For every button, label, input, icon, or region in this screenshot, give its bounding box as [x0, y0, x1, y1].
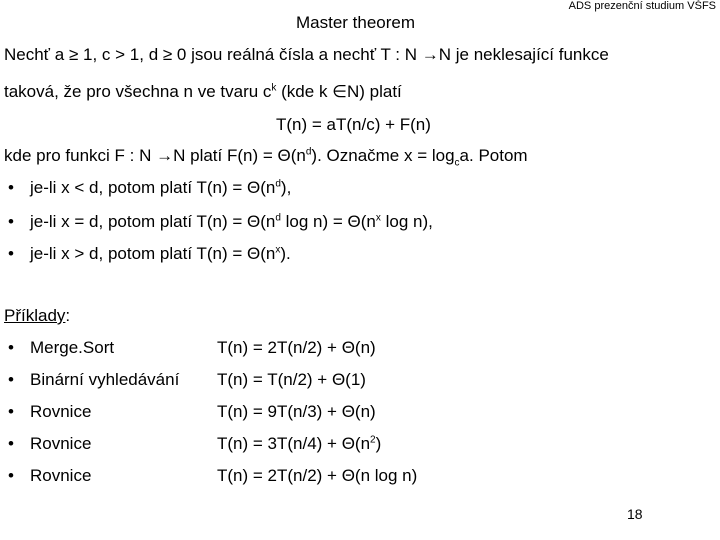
- case-text-sup: d: [275, 212, 281, 224]
- case-text-sup-2: x: [375, 212, 381, 224]
- example-recurrence: T(n) = 2T(n/2) + Θ(n log n): [217, 466, 418, 485]
- bullet: •: [8, 212, 14, 231]
- theorem-line-3-sup: d: [305, 146, 312, 158]
- bullet: •: [8, 244, 14, 263]
- case-text: [30, 178, 291, 198]
- theorem-line-1: Nechť a ≥ 1, c > 1, d ≥ 0 jsou reálná čísla a nechť T : N →N je neklesající funkce: [4, 45, 609, 64]
- example-name: Merge.Sort: [30, 338, 115, 357]
- example-name: Rovnice: [30, 402, 92, 421]
- case-text-pre: je-li x > d, potom platí T(n) = Θ(n: [30, 244, 276, 263]
- example-recurrence: [217, 434, 381, 454]
- bullet: •: [8, 402, 14, 421]
- recurrence-formula: T(n) = aT(n/c) + F(n): [276, 115, 431, 134]
- case-text-post: log n),: [380, 212, 433, 231]
- case-text: [30, 212, 433, 232]
- theorem-line-2-sup: k: [271, 82, 277, 94]
- page-number: 18: [627, 506, 643, 522]
- theorem-line-3-pre: kde pro funkci F : N →N platí F(n) = Θ(n: [4, 146, 306, 165]
- bullet: •: [8, 466, 14, 485]
- example-recurrence: T(n) = 9T(n/3) + Θ(n): [217, 402, 376, 421]
- case-text-post: ).: [280, 244, 291, 263]
- example-row: [0, 402, 720, 426]
- example-row: [0, 370, 720, 394]
- example-row: [0, 338, 720, 362]
- case-text-sup: x: [275, 244, 281, 256]
- theorem-line-2-pre: taková, že pro všechna n ve tvaru c: [4, 82, 272, 101]
- example-recurrence-sup: 2: [370, 434, 376, 446]
- examples-heading: [4, 306, 70, 326]
- bullet: •: [8, 178, 14, 197]
- example-name: Rovnice: [30, 434, 92, 453]
- theorem-line-3-mid: ). Označme x = log: [311, 146, 455, 165]
- theorem-line-2: [4, 82, 402, 102]
- examples-heading-label: Příklady: [4, 306, 66, 325]
- bullet: •: [8, 338, 14, 357]
- bullet: •: [8, 434, 14, 453]
- examples-heading-colon: :: [65, 306, 71, 325]
- example-row: [0, 466, 720, 490]
- slide-title: Master theorem: [296, 13, 416, 32]
- theorem-line-2-post: (kde k ∈N) platí: [276, 82, 402, 101]
- theorem-line-3-post: a. Potom: [459, 146, 528, 165]
- case-text-post: ),: [280, 178, 292, 197]
- example-recurrence-post: ): [375, 434, 382, 453]
- case-text-pre: je-li x < d, potom platí T(n) = Θ(n: [30, 178, 276, 197]
- example-recurrence: T(n) = 2T(n/2) + Θ(n): [217, 338, 376, 357]
- example-recurrence: T(n) = T(n/2) + Θ(1): [217, 370, 366, 389]
- example-row: [0, 434, 720, 458]
- theorem-line-3: [4, 146, 528, 169]
- example-name: Binární vyhledávání: [30, 370, 180, 389]
- case-text: [30, 244, 291, 264]
- example-recurrence-main: T(n) = 3T(n/4) + Θ(n: [217, 434, 371, 453]
- case-text-pre: je-li x = d, potom platí T(n) = Θ(n: [30, 212, 276, 231]
- case-text-mid: log n) = Θ(n: [280, 212, 376, 231]
- course-header: ADS prezenční studium VŠFS: [568, 0, 716, 12]
- example-name: Rovnice: [30, 466, 92, 485]
- bullet: •: [8, 370, 14, 389]
- case-text-sup: d: [275, 178, 281, 190]
- theorem-line-3-sub: c: [454, 157, 460, 169]
